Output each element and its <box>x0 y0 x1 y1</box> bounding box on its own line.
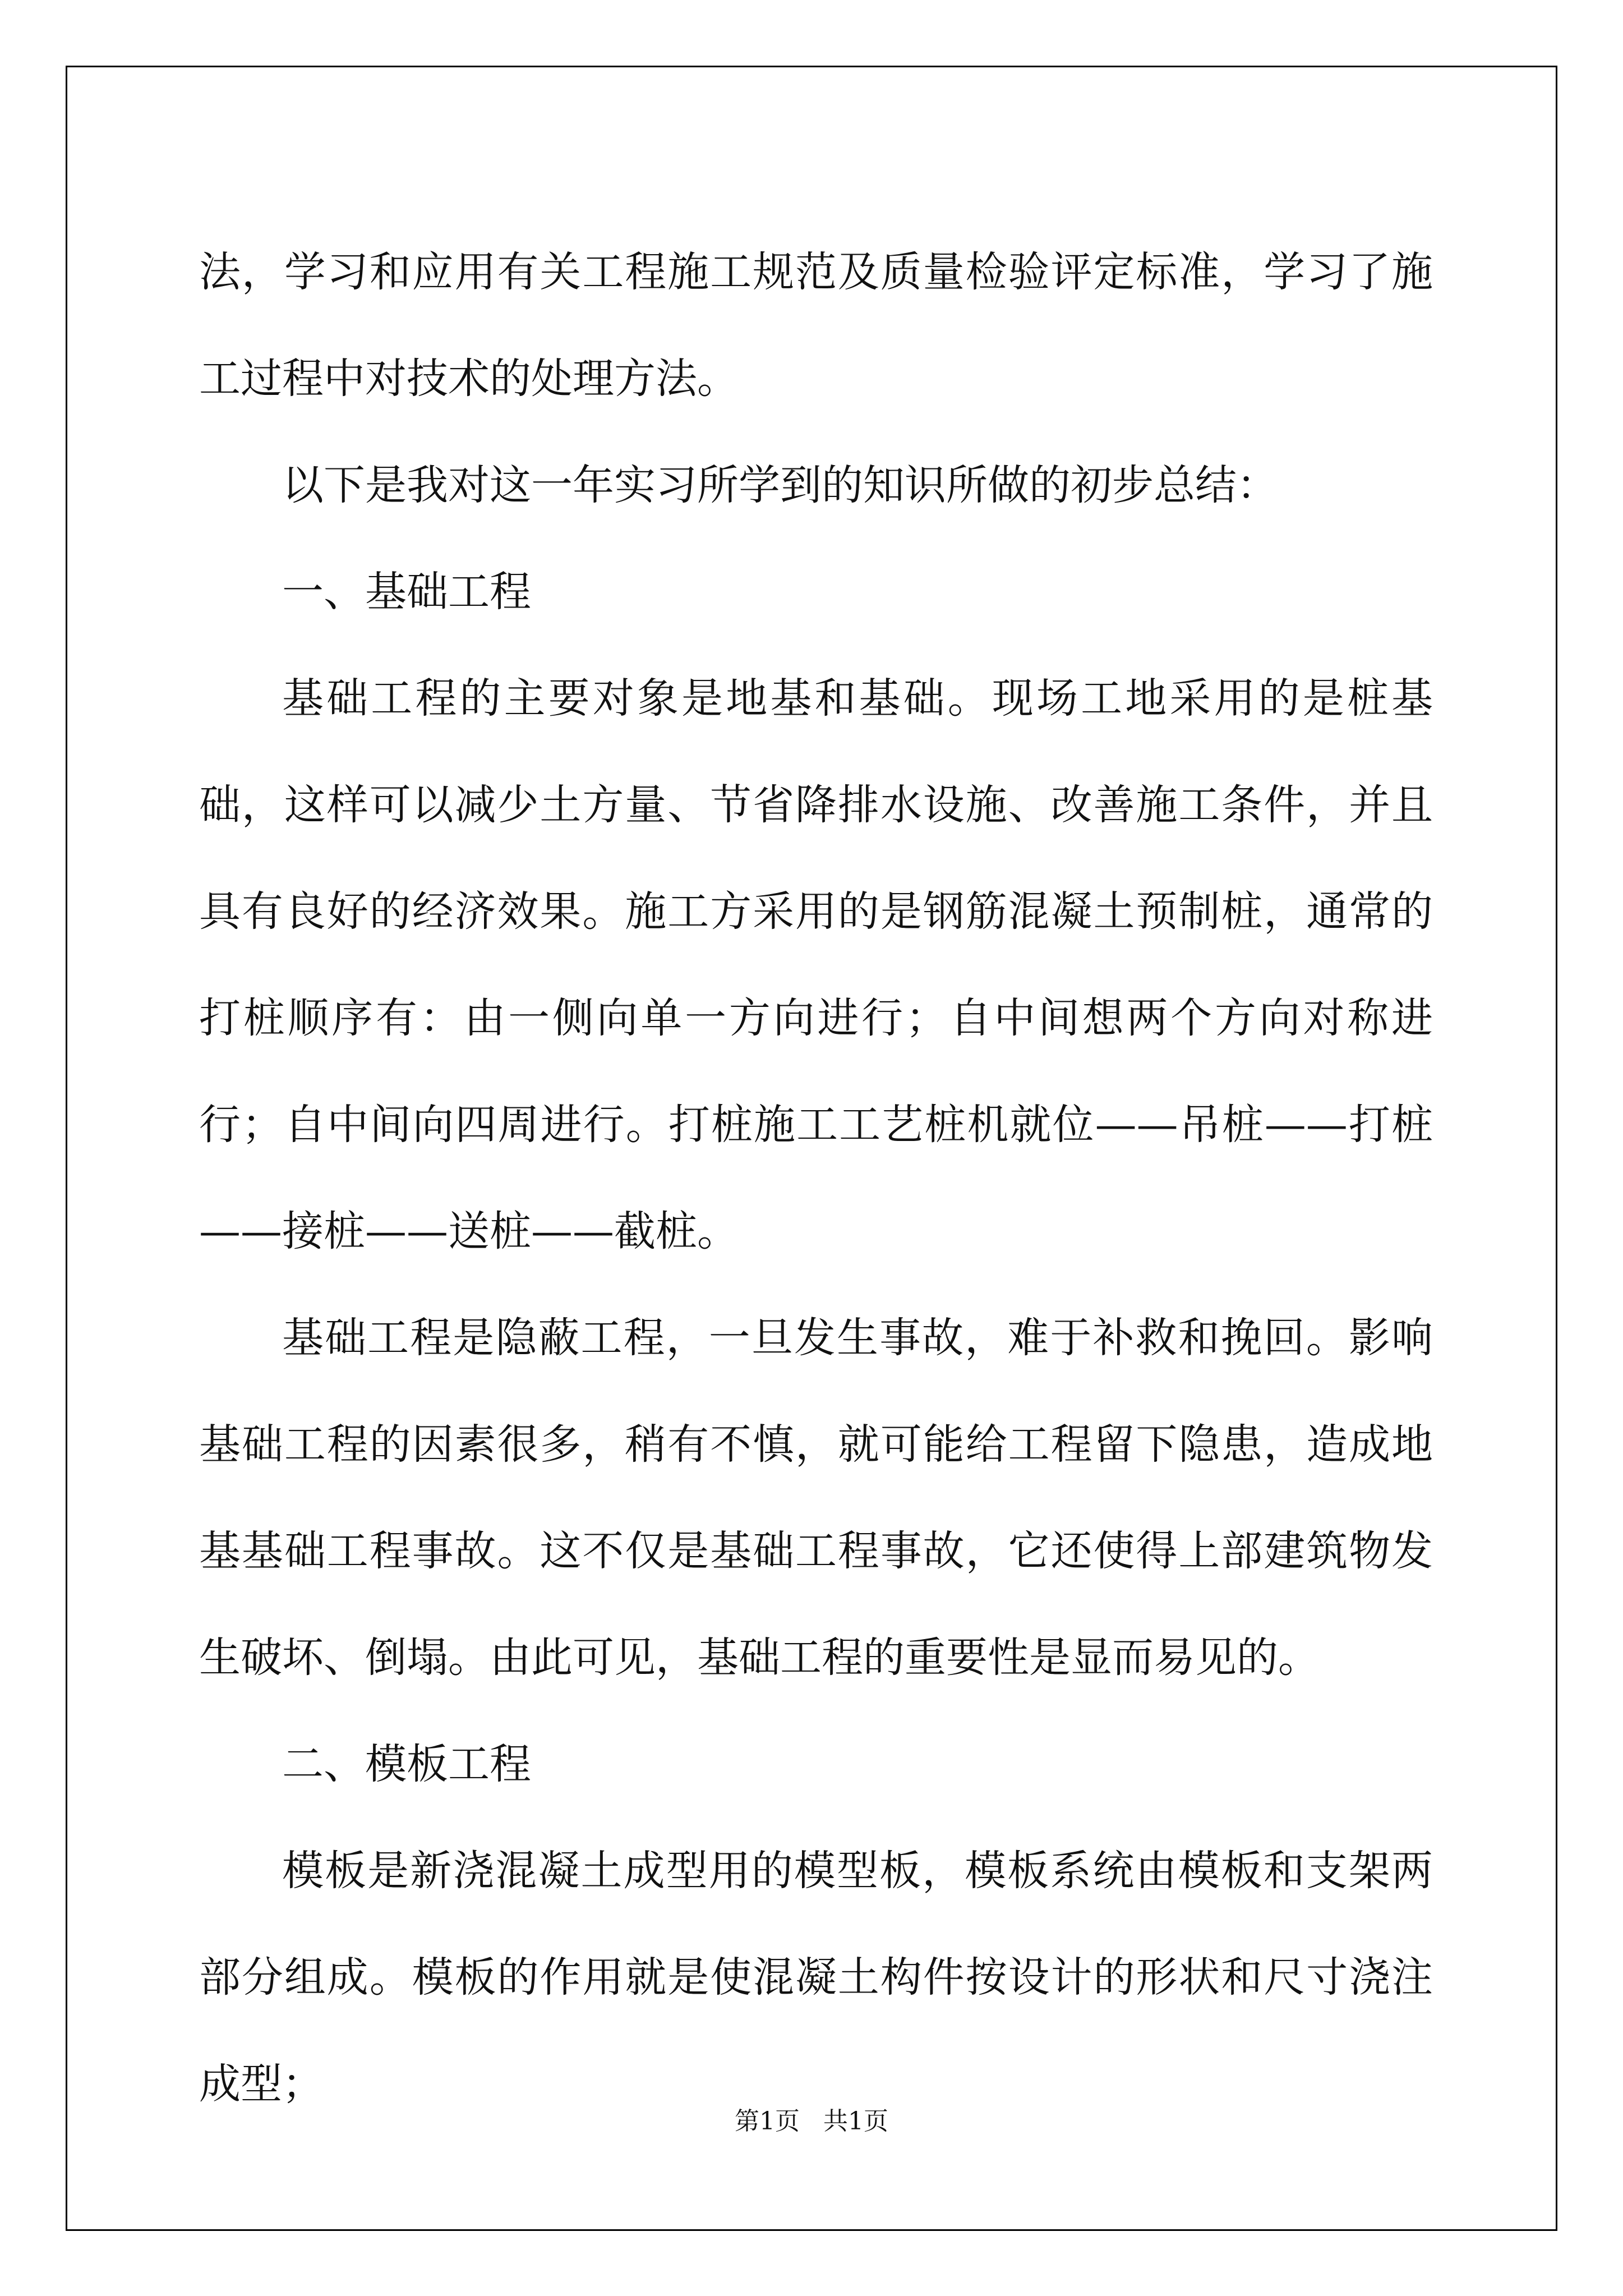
page-footer: 第1页 共1页 <box>735 2107 888 2136</box>
paragraph-2: 以下是我对这一年实习所学到的知识所做的初步总结： <box>282 461 1278 509</box>
section-heading-1: 一、基础工程 <box>282 568 531 616</box>
paragraph-5: 模板是新浇混凝土成型用的模型板，模板系统由模板和支架两部分组成。模板的作用就是使混凝土构件按设计的形状和尺寸浇注成型； <box>199 1847 1433 2108</box>
document-body <box>199 219 1433 2137</box>
section-heading-2: 二、模板工程 <box>282 1740 531 1788</box>
paragraph-3: 基础工程的主要对象是地基和基础。现场工地采用的是桩基础，这样可以减少土方量、节省降排水设施、改善施工条件，并且具有良好的经济效果。施工方采用的是钢筋混凝土预制桩，通常的打桩顺序有：由一侧向单一方向进行；自中间想两个方向对称进行；自中间向四周进行。打桩施工工艺桩机就位——吊桩——打桩——接桩——送桩——截桩。 <box>199 674 1433 1255</box>
paragraph-4: 基础工程是隐蔽工程，一旦发生事故，难于补救和挽回。影响基础工程的因素很多，稍有不慎，就可能给工程留下隐患，造成地基基础工程事故。这不仅是基础工程事故，它还使得上部建筑物发生破坏、倒塌。由此可见，基础工程的重要性是显而易见的。 <box>199 1314 1433 1682</box>
paragraph-1: 法，学习和应用有关工程施工规范及质量检验评定标准，学习了施工过程中对技术的处理方法。 <box>199 248 1433 403</box>
